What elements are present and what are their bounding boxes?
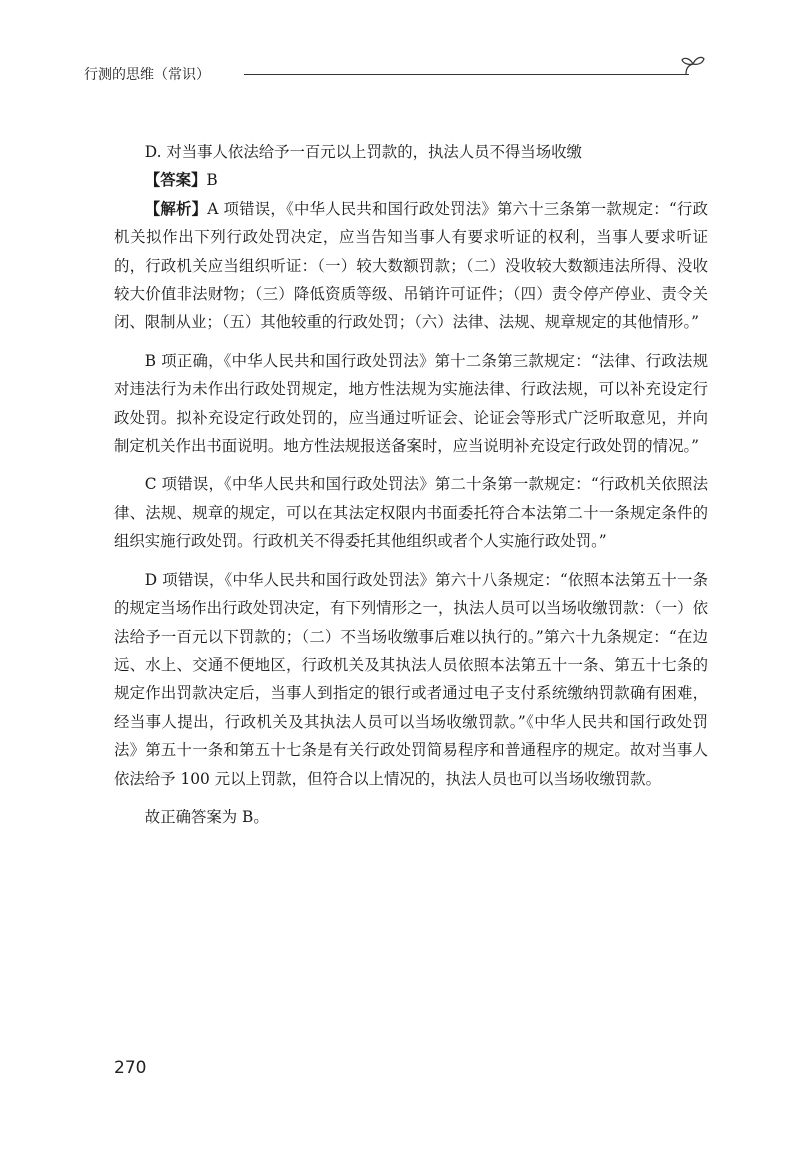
answer-line [114, 166, 708, 194]
analysis-a-text: A 项错误，《中华人民共和国行政处罚法》第六十三条第一款规定：“行政机关拟作出下列行政处罚决定，应当告知当事人有要求听证的权利，当事人要求听证的，行政机关应当组织听证：（一）较大数额罚款；（二）没收较大数额违法所得、没收较大价值非法财物；（三）降低资质等级、吊销许可证件；（四）责令停产停业、责令关闭、限制从业；（五）其他较重的行政处罚；（六）法律、法规、规章规定的其他情形。” [114, 199, 708, 332]
analysis-tag: 【解析】 [144, 199, 208, 218]
header-title: 行测的思维（常识） [84, 67, 210, 83]
option-d: D. 对当事人依法给予一百元以上罚款的，执法人员不得当场收缴 [144, 143, 582, 161]
answer-value: B [206, 171, 218, 190]
sprout-icon [680, 54, 706, 78]
analysis-b: B 项正确，《中华人民共和国行政处罚法》第十二条第三款规定：“法律、行政法规对违法行为未作出行政处罚规定，地方性法规为实施法律、行政法规，可以补充设定行政处罚。拟补充设定行政处罚的，应当通过听证会、论证会等形式广泛听取意见，并向制定机关作出书面说明。地方性法规报送备案时，应当说明补充设定行政处罚的情况。” [114, 351, 708, 456]
running-header [84, 62, 704, 90]
analysis-d: D 项错误，《中华人民共和国行政处罚法》第六十八条规定：“依照本法第五十一条的规定当场作出行政处罚决定，有下列情形之一，执法人员可以当场收缴罚款：（一）依法给予一百元以下罚款的；（二）不当场收缴事后难以执行的。”第六十九条规定：“在边远、水上、交通不便地区，行政机关及其执法人员依照本法第五十一条、第五十七条的规定作出罚款决定后，当事人到指定的银行或者通过电子支付系统缴纳罚款确有困难，经当事人提出，行政机关及其执法人员可以当场收缴罚款。”《中华人民共和国行政处罚法》第五十一条和第五十七条是有关行政处罚简易程序和普通程序的规定。故对当事人依法给予 100 元以上罚款，但符合以上情况的，执法人员也可以当场收缴罚款。 [114, 570, 708, 788]
page-body [114, 138, 708, 831]
page-number: 270 [114, 1058, 147, 1078]
answer-tag: 【答案】 [144, 171, 207, 190]
analysis-c: C 项错误，《中华人民共和国行政处罚法》第二十条第一款规定：“行政机关依照法律、法规、规章的规定，可以在其法定权限内书面委托符合本法第二十一条规定条件的组织实施行政处罚。行政机关不得委托其他组织或者个人实施行政处罚。” [114, 475, 708, 551]
analysis-a [114, 195, 708, 337]
conclusion: 故正确答案为 B。 [144, 807, 269, 826]
header-rule [244, 74, 689, 75]
